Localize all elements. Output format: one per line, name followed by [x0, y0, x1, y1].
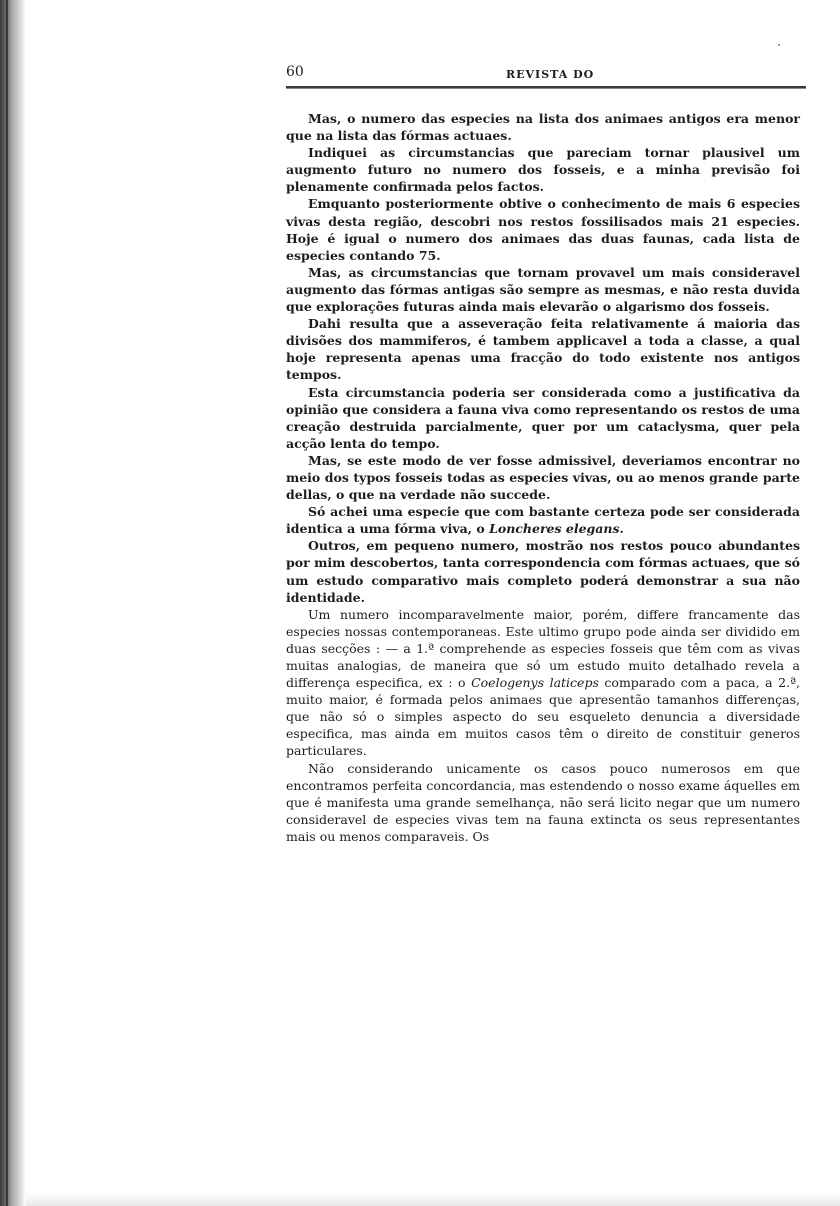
- species-name-coelogenys: Coelogenys laticeps: [471, 675, 599, 691]
- book-binding-shadow: [0, 0, 26, 1206]
- paragraph-10-text: Um numero incomparavelmente maior, porém, differe francamente das especies nossas contemporaneas. Este ultimo grupo pode ainda ser dividido em duas secções : — a 1.ª comprehende as especies fosseis que têm com as vivas muitas analogias, de maneira que só um estudo muito detalhado revela a differença especifica, ex :: [286, 606, 800, 691]
- body-text: [286, 110, 800, 845]
- paragraph-7: Mas, se este modo de ver fosse admissivel, deveriamos encontrar no meio dos typos fosseis todas as especies vivas, ou ao menos grande parte dellas, o que na verdade não succede.: [286, 452, 800, 503]
- paragraph-9: Outros, em pequeno numero, mostrão nos restos pouco abundantes por mim descobertos, tanta correspondencia com fórmas actuaes, que só um estudo comparativo mais completo poderá demonstrar a sua não identidade.: [286, 538, 800, 605]
- document-page: [286, 60, 802, 844]
- paragraph-10-rest: comparado com a paca, a 2.ª, muito maior, é formada pelos animaes que apresentão tamanhos differenças, que não só o simples aspecto do seu esqueleto denuncia a diversidade especifica, mas ainda em muitos casos têm o direito de constituir generos particulares.: [286, 675, 800, 759]
- scan-speck: [778, 44, 780, 46]
- paragraph-5: Dahi resulta que a asseveração feita relativamente á maioria das divisões dos mammiferos, é tambem applicavel a toda a classe, a qual hoje representa apenas uma fracção do todo existente nos antigos tempos.: [286, 316, 800, 383]
- binding-edge-line: [6, 0, 8, 1206]
- paragraph-3: Emquanto posteriormente obtive o conhecimento de mais 6 especies vivas desta região, descobri nos restos fossilisados mais 21 especies. Hoje é igual o numero dos animaes das duas faunas, cada lista de especies contando 75.: [286, 196, 800, 263]
- paragraph-10: Um numero incomparavelmente maior, porém, differe francamente das especies nossas contemporaneas. Este ultimo grupo pode ainda ser dividido em duas secções : — a 1.ª comprehende as especies fosseis que têm com as vivas muitas analogias, de maneira que só um estudo muito detalhado revela a differença especifica, ex : o Coelogenys laticeps comparado com a paca, a 2.ª, muito maior, é formada pelos animaes que apresentão tamanhos differenças, que não só o simples aspecto do seu esqueleto denuncia a diversidade especifica, mas ainda em muitos casos têm o direito de constituir generos particulares.: [286, 606, 800, 759]
- paragraph-4: Mas, as circumstancias que tornam provavel um mais consideravel augmento das fórmas antigas são sempre as mesmas, e não resta duvida que explorações futuras ainda mais elevarão o algarismo dos fosseis.: [286, 264, 800, 315]
- page-header: [286, 60, 802, 82]
- paragraph-8: [286, 503, 800, 537]
- paragraph-8-text: Só achei uma especie que com bastante certeza pode ser considerada identica a uma fórma viva, o: [286, 504, 800, 537]
- running-head: REVISTA DO: [506, 68, 595, 81]
- species-name-loncheres: Loncheres elegans.: [489, 521, 624, 537]
- paragraph-11: Não considerando unicamente os casos pouco numerosos em que encontramos perfeita concordancia, mas estendendo o nosso exame áquelles em que é manifesta uma grande semelhança, não será licito negar que um numero consideravel de especies vivas tem na fauna extincta os seus representantes mais ou menos comparaveis. Os: [286, 760, 800, 844]
- paragraph-2: Indiquei as circumstancias que pareciam tornar plausivel um augmento futuro no numero dos fosseis, e a minha previsão foi plenamente confirmada pelos factos.: [286, 145, 800, 195]
- paragraph-1: Mas, o numero das especies na lista dos animaes antigos era menor que na lista das fórmas actuaes.: [286, 111, 800, 144]
- page-number: 60: [286, 64, 304, 80]
- header-rule: [286, 86, 806, 89]
- page-bottom-edge: [26, 1192, 840, 1206]
- paragraph-6: Esta circumstancia poderia ser considerada como a justificativa da opinião que considera a fauna viva como representando os restos de uma creação destruida parcialmente, quer por um cataclysma, quer pela acção lenta do tempo.: [286, 384, 800, 451]
